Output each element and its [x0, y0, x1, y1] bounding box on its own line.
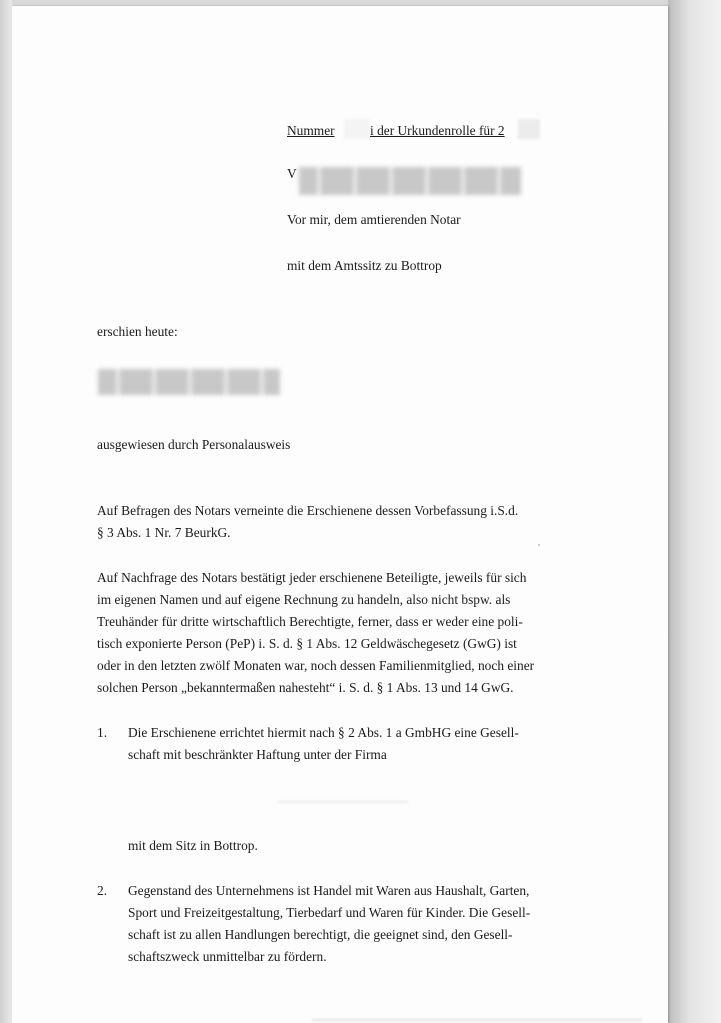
sitz-line: mit dem Sitz in Bottrop.: [128, 838, 258, 853]
ausgewiesen-line: ausgewiesen durch Personalausweis: [97, 437, 291, 452]
item-1-text: [128, 722, 585, 766]
item-line: Gegenstand des Unternehmens ist Handel mit Waren aus Haushalt, Garten,: [128, 883, 530, 898]
paragraph-line: Treuhänder für dritte wirtschaftlich Berechtigte, ferner, dass er weder eine poli-: [97, 614, 523, 629]
item-line: Sport und Freizeitgestaltung, Tierbedarf und Waren für Kinder. Die Gesell-: [128, 905, 531, 920]
amtssitz-line: mit dem Amtssitz zu Bottrop: [287, 258, 442, 273]
paragraph-line: § 3 Abs. 1 Nr. 7 BeurkG.: [97, 525, 231, 540]
redacted-number: [344, 119, 370, 139]
scan-right-edge: [668, 0, 721, 1023]
paragraph-line: im eigenen Namen und auf eigene Rechnung zu handeln, also nicht bspw. als: [97, 592, 511, 607]
paragraph-line: oder in den letzten zwölf Monaten war, noch dessen Familienmitglied, noch einer: [97, 658, 535, 673]
item-line: Die Erschienene errichtet hiermit nach § 2 Abs. 1 a GmbHG eine Gesell-: [128, 725, 519, 740]
item-line: schaftszweck unmittelbar zu fördern.: [128, 949, 327, 964]
redacted-date: [299, 167, 521, 195]
geldwaesche-paragraph: [97, 567, 585, 699]
scan-left-edge: [0, 0, 12, 1023]
erschien-heute: erschien heute:: [97, 324, 178, 339]
notar-line: Vor mir, dem amtierenden Notar: [287, 212, 461, 227]
item-2-text: [128, 880, 585, 968]
item-line: schaft ist zu allen Handlungen berechtigt, die geeignet sind, den Gesell-: [128, 927, 513, 942]
redacted-year: [518, 119, 540, 139]
urkundenrolle-text: i der Urkundenrolle für 2: [370, 123, 505, 138]
scan-speck: [538, 544, 540, 546]
item-2-number: 2.: [97, 883, 108, 898]
redacted-person-name: [98, 369, 280, 395]
paragraph-line: tisch exponierte Person (PeP) i. S. d. § 1 Abs. 12 Geldwäschegesetz (GwG) ist: [97, 636, 517, 651]
paragraph-line: solchen Person „bekanntermaßen nahesteht“ i. S. d. § 1 Abs. 13 und 14 GwG.: [97, 680, 514, 695]
nummer-label: Nummer: [287, 123, 335, 138]
item-1-number: 1.: [97, 725, 108, 740]
document-page: [12, 6, 668, 1023]
item-line: schaft mit beschränkter Haftung unter der Firma: [128, 747, 387, 762]
paragraph-line: Auf Befragen des Notars verneinte die Erschienene dessen Vorbefassung i.S.d.: [97, 503, 519, 518]
v-initial: V: [287, 166, 297, 181]
vorbefassung-paragraph: [97, 500, 585, 544]
paragraph-line: Auf Nachfrage des Notars bestätigt jeder erschienene Beteiligte, jeweils für sich: [97, 570, 527, 585]
redacted-company-name: [278, 801, 408, 803]
bottom-scan-artifact: [312, 1019, 642, 1021]
